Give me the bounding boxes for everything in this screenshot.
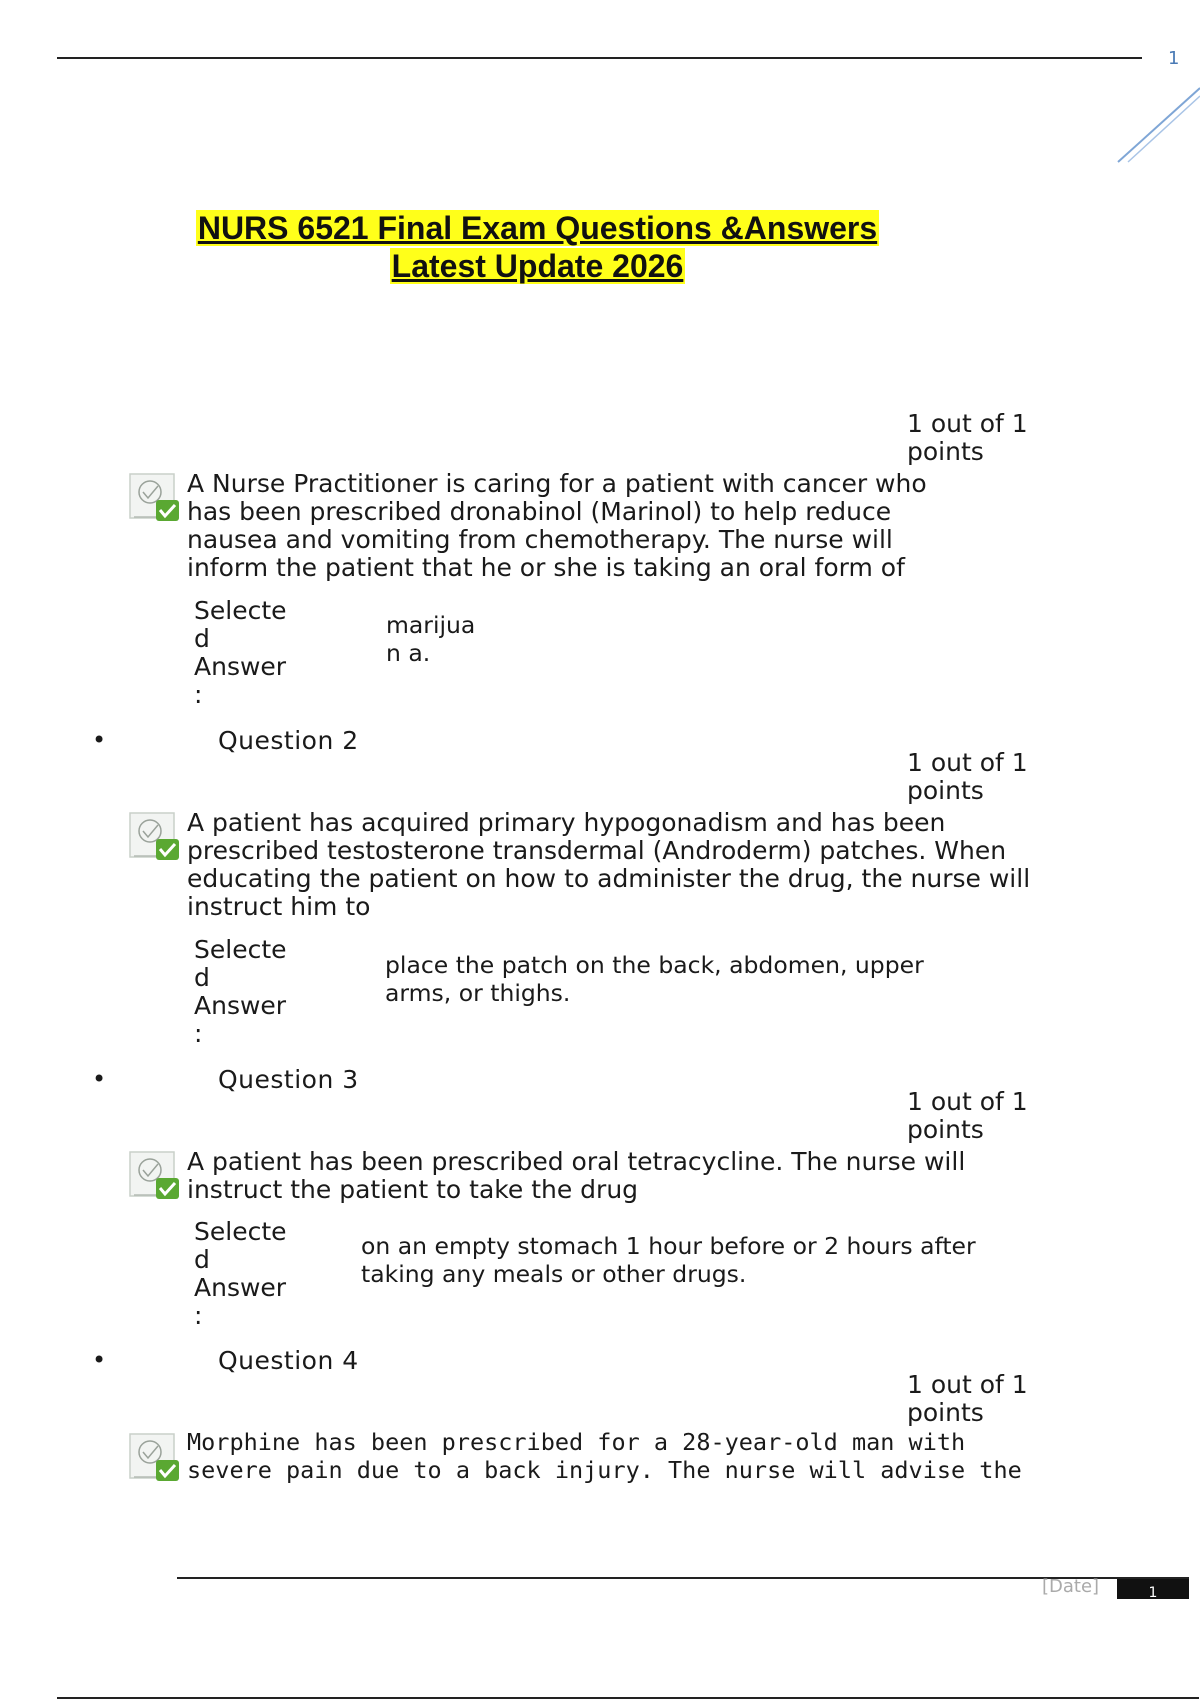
question-1-selected-label: Selecte d Answer : bbox=[194, 596, 287, 709]
corner-decoration bbox=[1100, 70, 1200, 170]
question-1-points: 1 out of 1 points bbox=[907, 409, 1028, 466]
question-2-selected-label: Selecte d Answer : bbox=[194, 935, 287, 1048]
question-4-bullet: • bbox=[92, 1346, 107, 1374]
page-bottom-rule bbox=[57, 1697, 1199, 1699]
question-4-text: Morphine has been prescribed for a 28-year-old man with severe pain due to a back injury. The nurse will advise the bbox=[187, 1428, 1022, 1484]
question-2-heading: Question 2 bbox=[218, 726, 359, 755]
question-2-selected-answer: place the patch on the back, abdomen, upper arms, or thighs. bbox=[385, 951, 924, 1007]
footer-date: [Date] bbox=[1042, 1576, 1100, 1597]
question-2-text: A patient has acquired primary hypogonadism and has been prescribed testosterone transdermal (Androderm) patches. When educating the patient on how to administer the drug, the nurse will instruct him to bbox=[187, 808, 1031, 921]
footer-rule bbox=[177, 1577, 1189, 1579]
question-4-heading: Question 4 bbox=[218, 1346, 359, 1375]
question-1-text: A Nurse Practitioner is caring for a patient with cancer who has been prescribed dronabinol (Marinol) to help reduce nausea and vomiting from chemotherapy. The nurse will inform the patient that he or she is taking an oral form of bbox=[187, 469, 927, 582]
question-4-points: 1 out of 1 points bbox=[907, 1370, 1028, 1427]
question-3-selected-answer: on an empty stomach 1 hour before or 2 hours after taking any meals or other drugs. bbox=[361, 1232, 976, 1288]
correct-check-icon bbox=[128, 1430, 182, 1484]
question-3-selected-label: Selecte d Answer : bbox=[194, 1217, 287, 1330]
question-2-points: 1 out of 1 points bbox=[907, 748, 1028, 805]
question-2-bullet: • bbox=[92, 726, 107, 754]
question-3-points: 1 out of 1 points bbox=[907, 1087, 1028, 1144]
footer-page-number: 1 bbox=[1148, 1585, 1158, 1601]
correct-check-icon bbox=[128, 1148, 182, 1202]
question-3-text: A patient has been prescribed oral tetracycline. The nurse will instruct the patient to take the drug bbox=[187, 1147, 966, 1204]
question-1-selected-answer: marijua n a. bbox=[386, 611, 476, 667]
question-3-heading: Question 3 bbox=[218, 1065, 359, 1094]
header-page-number: 1 bbox=[1168, 48, 1180, 69]
footer-page-box bbox=[1117, 1579, 1189, 1599]
correct-check-icon bbox=[128, 470, 182, 524]
question-3-bullet: • bbox=[92, 1065, 107, 1093]
header-rule bbox=[57, 57, 1142, 59]
correct-check-icon bbox=[128, 809, 182, 863]
document-title-line-1: NURS 6521 Final Exam Questions &Answers bbox=[197, 210, 878, 246]
document-title-line-2: Latest Update 2026 bbox=[391, 248, 684, 284]
